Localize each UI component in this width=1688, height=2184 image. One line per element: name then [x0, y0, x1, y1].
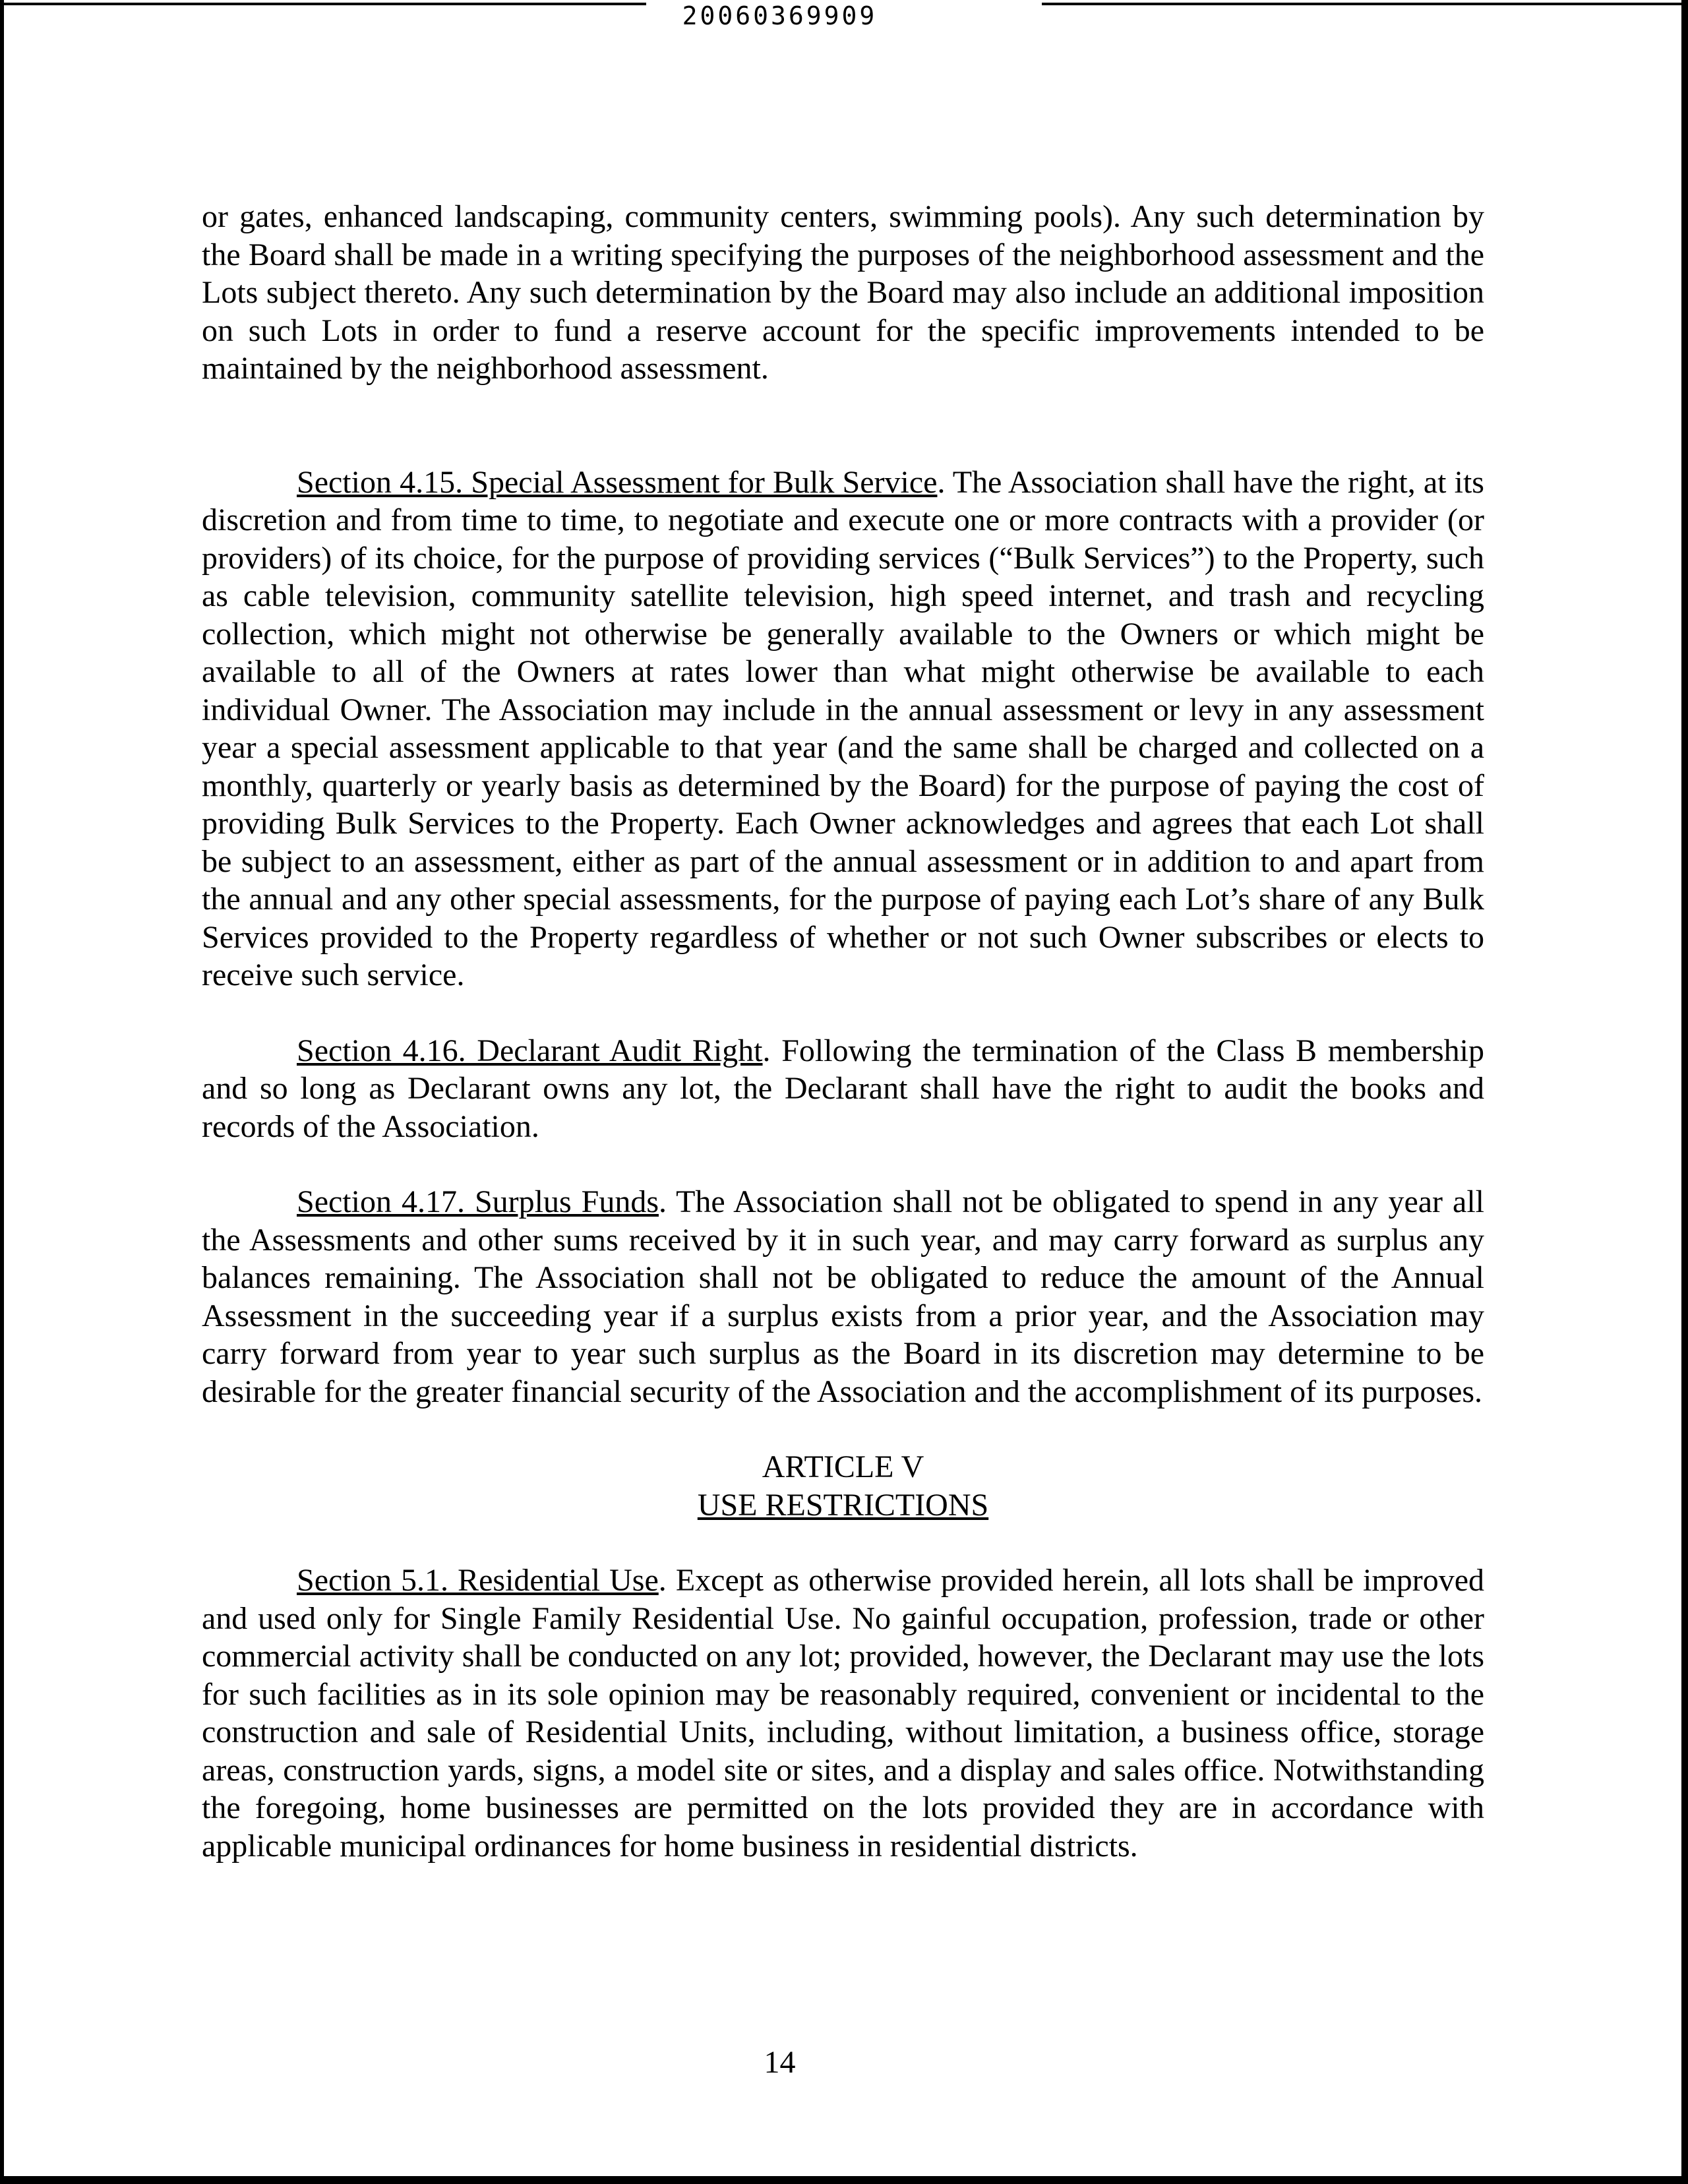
left-frame-border — [0, 0, 4, 2184]
right-frame-border — [1681, 0, 1688, 2184]
section-4-17-heading: Section 4.17. Surplus Funds — [297, 1184, 659, 1219]
section-4-15-paragraph — [202, 464, 1484, 994]
continuation-paragraph: or gates, enhanced landscaping, community centers, swimming pools). Any such determination by the Board shall be made in a writing specifying the purposes of the neighborhood assessment and the Lots subject thereto. Any such determination by the Board may also include an additional imposition on such Lots in order to fund a reserve account for the specific improvements intended to be maintained by the neighborhood assessment. — [202, 199, 1484, 386]
section-4-15-heading: Section 4.15. Special Assessment for Bulk Service — [297, 464, 938, 500]
article-number: ARTICLE V — [762, 1449, 924, 1484]
section-5-1-heading: Section 5.1. Residential Use — [297, 1563, 659, 1598]
section-5-1-paragraph — [202, 1562, 1484, 1865]
article-title — [202, 1486, 1484, 1525]
section-5-1-body: . Except as otherwise provided herein, all lots shall be improved and used only for Single Family Residential Use. No gainful occupation, profession, trade or other commercial activity shall be conducted on any lot; provided, however, the Declarant may use the lots for such facilities as in its sole opinion may be reasonably required, convenient or incidental to the construction and sale of Residential Units, including, without limitation, a business office, storage areas, construction yards, signs, a model site or sites, and a display and sales office. Notwithstanding the foregoing, home businesses are permitted on the lots provided they are in accordance with applicable municipal ordinances for home business in residential districts. — [202, 1563, 1485, 1864]
section-4-16-heading: Section 4.16. Declarant Audit Right — [297, 1033, 763, 1068]
section-4-17-body: . The Association shall not be obligated to spend in any year all the Assessments and other sums received by it in such year, and may carry forward as surplus any balances remaining. The Association shall not be obligated to reduce the amount of the Annual Assessment in the succeeding year if a surplus exists from a prior year, and the Association may carry forward from year to year such surplus as the Board in its discretion may determine to be desirable for the greater financial security of the Association and the accomplishment of its purposes. — [202, 1184, 1484, 1409]
page-number: 14 — [764, 2045, 796, 2080]
article-title-text: USE RESTRICTIONS — [697, 1487, 989, 1523]
section-4-16-body: . Following the termination of the Class B membership and so long as Declarant owns any lot, the Declarant shall have the right to audit the books and records of the Association. — [202, 1033, 1485, 1144]
bottom-frame-border — [0, 2176, 1688, 2184]
section-4-17-paragraph — [202, 1183, 1484, 1410]
document-page-body — [202, 198, 1484, 1865]
document-number: 20060369909 — [682, 1, 878, 30]
section-4-15-body: . The Association shall have the right, at its discretion and from time to time, to negotiate and execute one or more contracts with a provider (or providers) of its choice, for the purpose of providing services (“Bulk Services”) to the Property, such as cable television, community satellite television, high speed internet, and trash and recycling collection, which might not otherwise be generally available to the Owners or which might be available to all of the Owners at rates lower than what might otherwise be available to each individual Owner. The Association may include in the annual assessment or levy in any assessment year a special assessment applicable to that year (and the same shall be charged and collected on a monthly, quarterly or yearly basis as determined by the Board) for the purpose of paying the cost of providing Bulk Services to the Property. Each Owner acknowledges and agrees that each Lot shall be subject to an assessment, either as part of the annual assessment or in addition to and apart from the annual and any other special assessments, for the purpose of paying each Lot’s share of any Bulk Services provided to the Property regardless of whether or not such Owner subscribes or elects to receive such service. — [202, 464, 1484, 992]
section-4-16-paragraph — [202, 1032, 1484, 1146]
